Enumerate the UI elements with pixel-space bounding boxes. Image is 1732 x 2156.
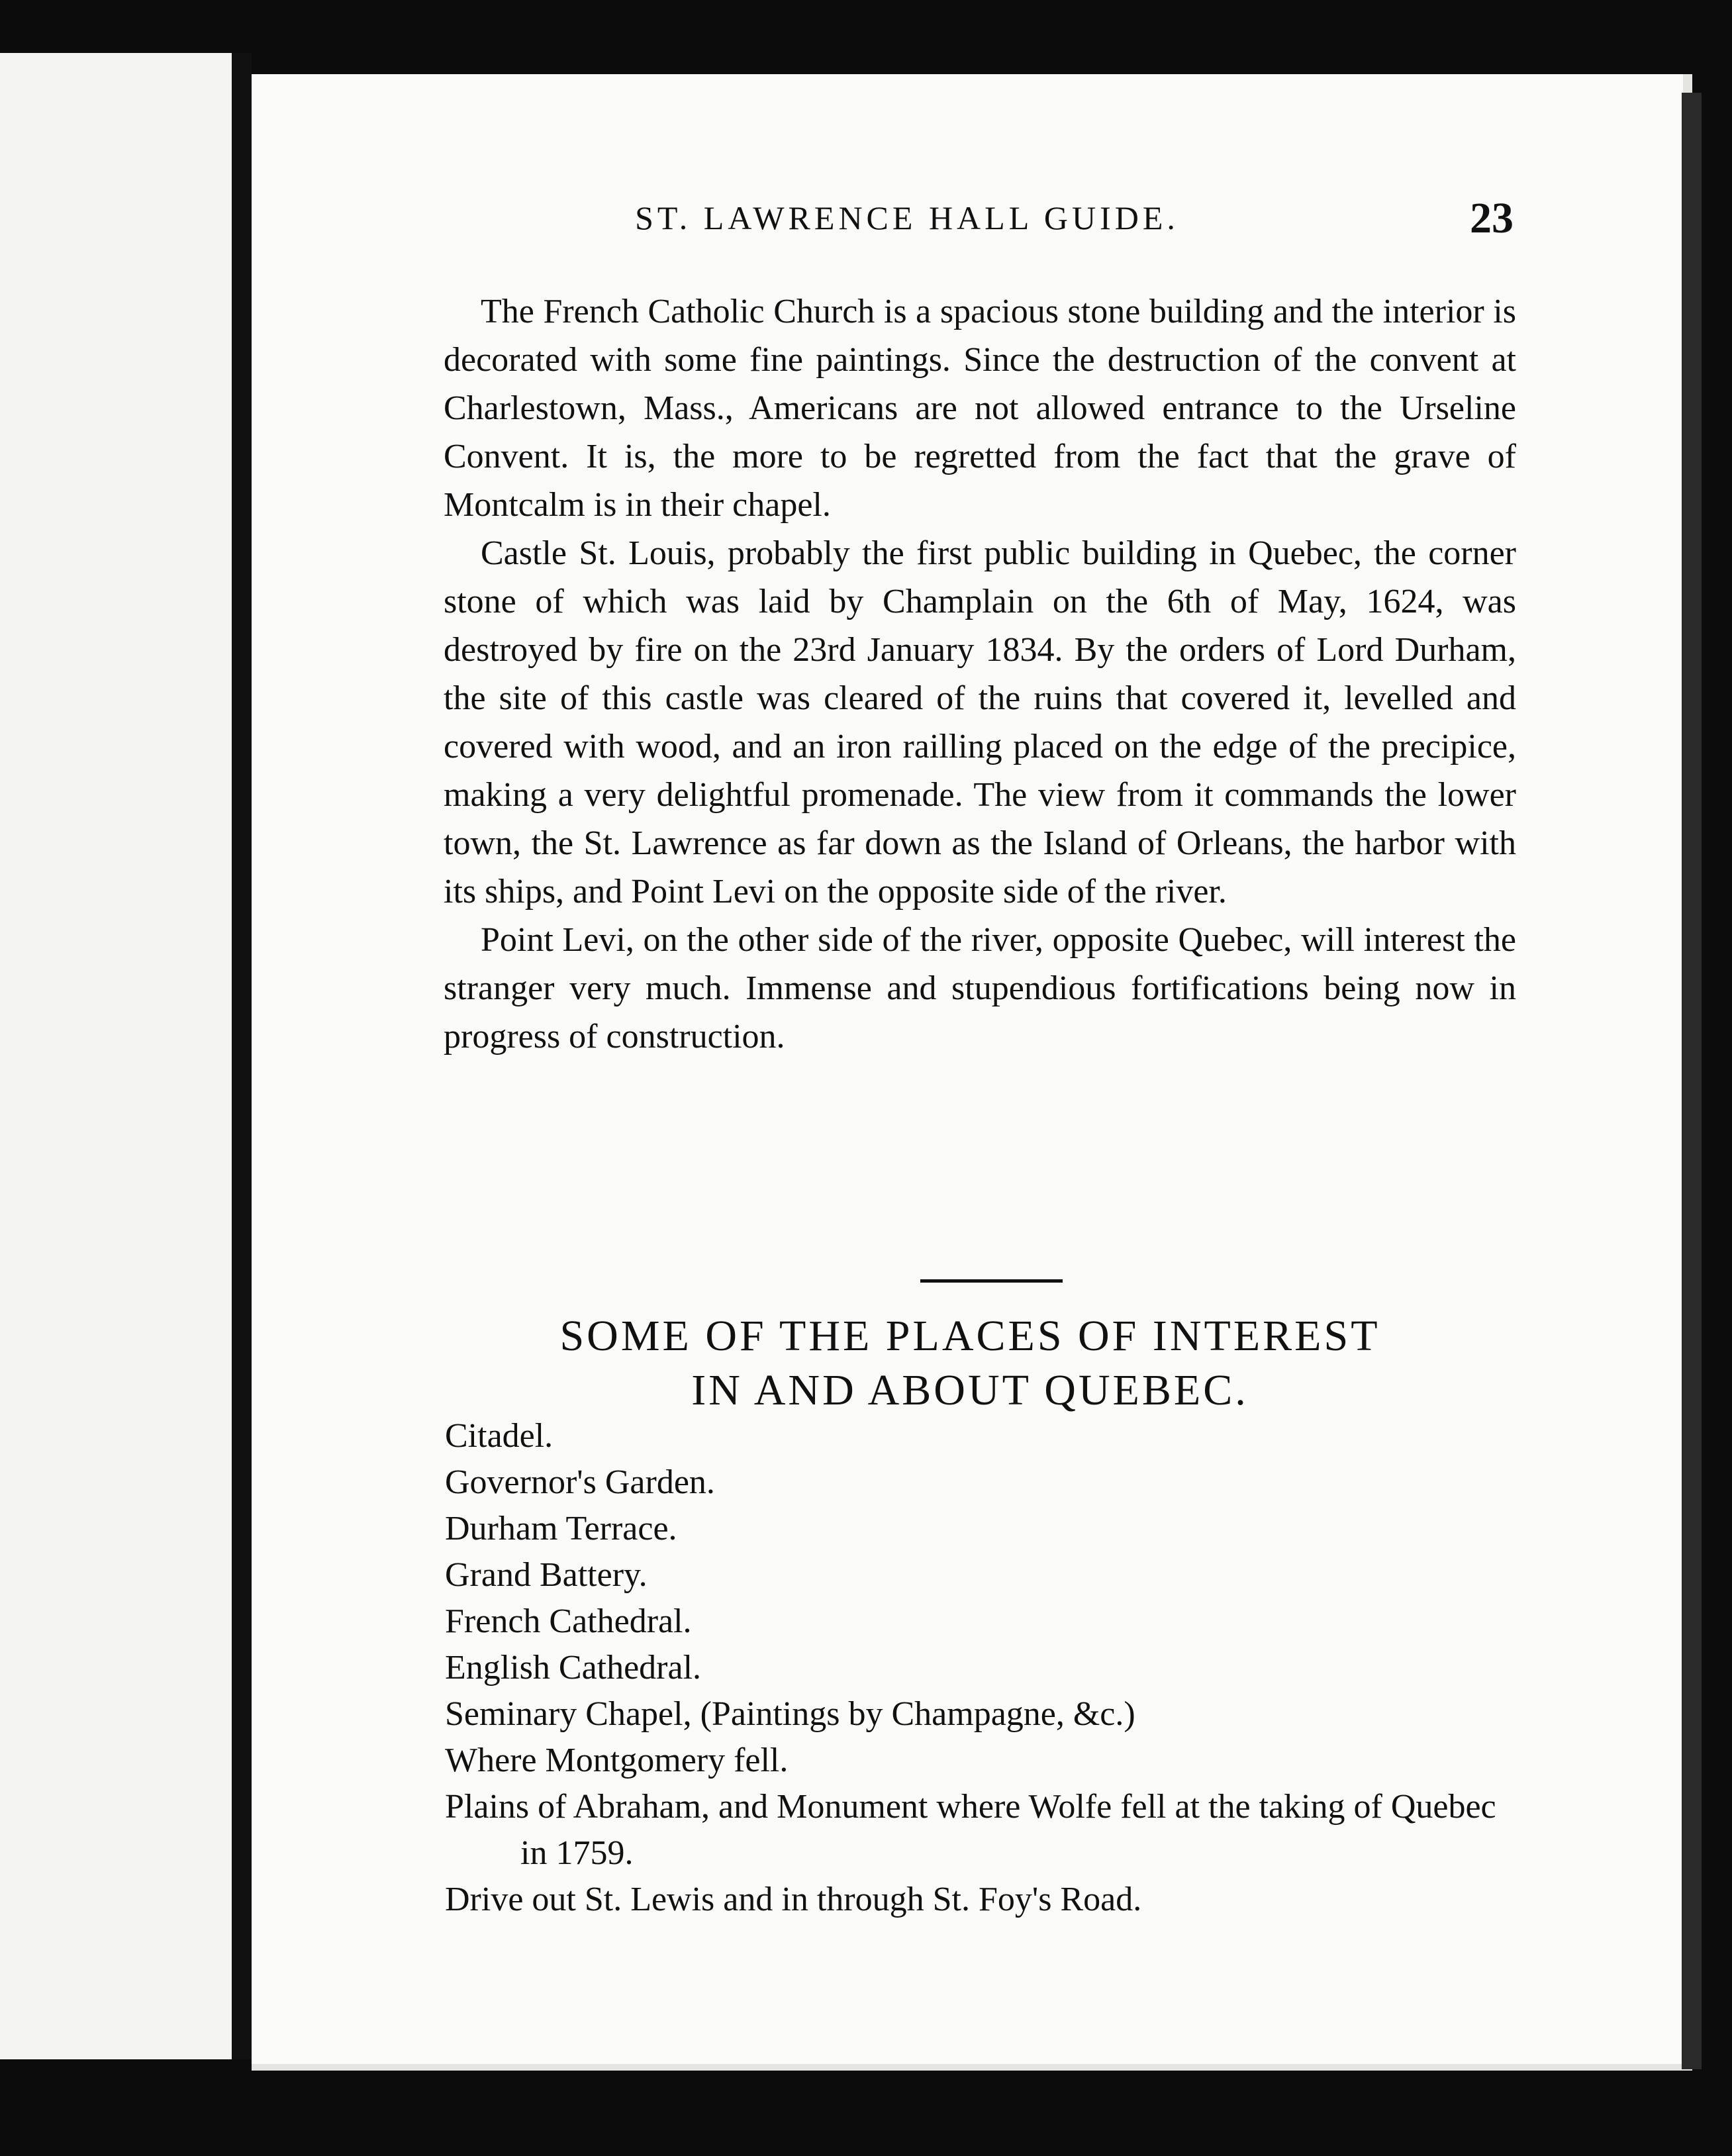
paragraph: The French Catholic Church is a spacious stone building and the interior is decorated with some fine paintings. Since the destruction of the convent at Charlestown, Mass., Americans are not allowed entrance to the Urseline Convent. It is, the more to be regretted from the fact that the grave of Montcalm is in their chapel. (444, 293, 1516, 524)
list-item: Citadel. (445, 1417, 553, 1455)
book-gutter (232, 53, 252, 2059)
facing-page (0, 53, 233, 2059)
list-item: Grand Battery. (445, 1556, 648, 1594)
page-number: 23 (1470, 194, 1514, 242)
section-heading-line: IN AND ABOUT QUEBEC. (691, 1366, 1249, 1414)
body-text (444, 287, 1516, 1061)
book-page (252, 74, 1692, 2071)
list-item: English Cathedral. (445, 1649, 702, 1687)
section-divider (920, 1279, 1063, 1283)
list-item: Drive out St. Lewis and in through St. Foy's Road. (445, 1881, 1142, 1918)
paragraph: Castle St. Louis, probably the first public building in Quebec, the corner stone of which was laid by Champlain on the 6th of May, 1624, was destroyed by fire on the 23rd January 1834. By the orders of Lord Durham, the site of this castle was cleared of the ruins that covered it, levelled and covered with wood, and an iron railling placed on the edge of the precipice, making a very delightful promenade. The view from it commands the lower town, the St. Lawrence as far down as the Island of Orleans, the harbor with its ships, and Point Levi on the opposite side of the river. (444, 534, 1516, 910)
list-item: Plains of Abraham, and Monument where Wolfe fell at the taking of Quebec in 1759. (445, 1788, 1496, 1872)
paragraph: Point Levi, on the other side of the river, opposite Quebec, will interest the stranger very much. Immense and stupendious fortifications being now in progress of construction. (444, 921, 1516, 1055)
list-item: French Cathedral. (445, 1602, 692, 1640)
section-heading-line: SOME OF THE PLACES OF INTEREST (559, 1312, 1380, 1360)
running-header: ST. LAWRENCE HALL GUIDE. (635, 199, 1179, 236)
section-heading (252, 1309, 1688, 1418)
page-edge-shadow (1682, 93, 1702, 2069)
list-item: Where Montgomery fell. (445, 1741, 789, 1779)
list-item: Governor's Garden. (445, 1463, 715, 1501)
list-item: Durham Terrace. (445, 1510, 677, 1547)
places-list (445, 1413, 1531, 1923)
list-item: Seminary Chapel, (Paintings by Champagne, &c.) (445, 1695, 1135, 1733)
